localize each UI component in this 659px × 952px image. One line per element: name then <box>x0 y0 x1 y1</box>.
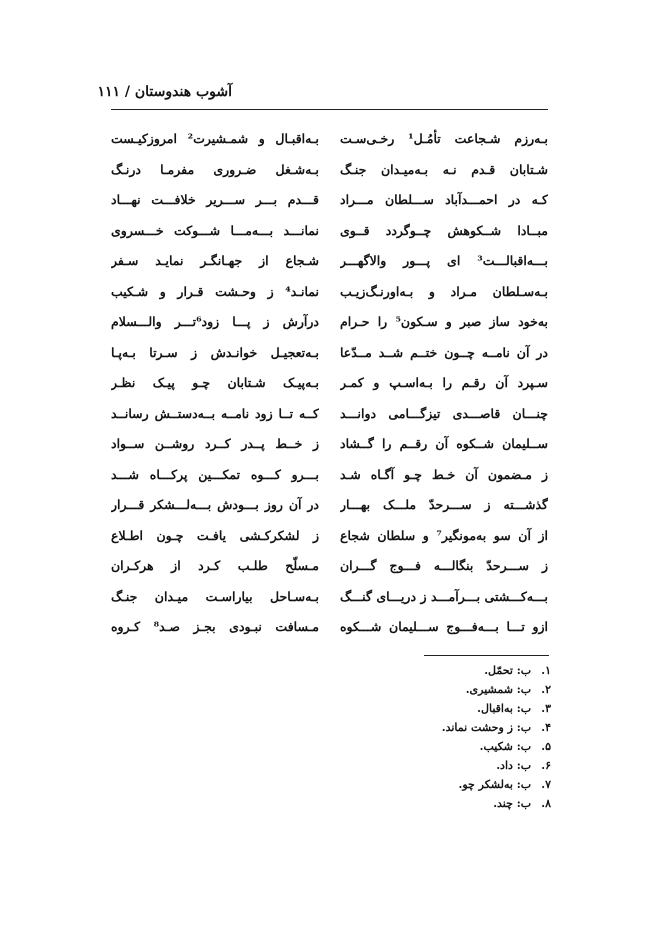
footnote <box>291 680 551 699</box>
hemistich-left: ز خــط پــدر کــرد روشــن ســواد <box>111 436 319 451</box>
footnote-text: ب: تحمّل. <box>484 664 532 677</box>
footnote-number: ۶. <box>541 759 551 772</box>
hemistich-left: بـه‌اقبـال و شمـشیرت² امروزکیـست <box>111 131 319 146</box>
hemistich-left: نمانـد⁴ ز وحـشت قـرار و شـکیب <box>111 283 319 299</box>
footnote-text: ب: شمشیری. <box>465 683 532 696</box>
hemistich-left: کــه تــا زود نامــه بــه‌دستــش رسانــد <box>111 405 319 421</box>
footnote <box>291 699 551 718</box>
footnote-separator <box>424 655 549 656</box>
hemistich-left: بـه‌سـاحل بیاراسـت میـدان جنـگ <box>111 588 319 604</box>
running-head: آشوب هندوستان / ۱۱۱ <box>97 84 232 100</box>
hemistich-right: مبــادا شــکوهش چــوگردد قــوی <box>340 222 548 238</box>
footnote-text: ب: به‌لشکر چو. <box>458 778 532 791</box>
hemistich-right: شـتابان قـدم نـه بـه‌میـدان جنـگ <box>340 161 548 177</box>
hemistich-left: ز لشکرکـشی یافـت چـون اطـلاع <box>111 527 319 543</box>
hemistich-right: ز مـضمون آن خـط چـو آگـاه شـد <box>340 466 548 482</box>
footnote-number: ۵. <box>541 740 551 753</box>
footnote-text: ب: شکیب. <box>479 740 532 753</box>
footnote <box>291 794 551 813</box>
footnote <box>291 775 551 794</box>
hemistich-left: مـسافت نبـودی بجـز صـد⁸ کـروه <box>111 619 319 634</box>
hemistich-left: شـجاع از جهـانگـر نمایـد سـفر <box>111 253 319 268</box>
left-verse-column <box>111 124 319 643</box>
footnotes <box>291 661 551 813</box>
hemistich-right: گذشـــته ز ســـرحدّ ملـــک بهـــار <box>340 497 548 512</box>
footnote <box>291 661 551 680</box>
header-rule <box>111 109 548 110</box>
hemistich-right: کـه در احمـــدآباد ســـلطان مـــراد <box>340 192 548 207</box>
footnote-number: ۳. <box>541 702 551 715</box>
right-verse-column <box>340 124 548 643</box>
hemistich-right: سـپرد آن رقـم را بـه‌اسـپ و کمـر <box>340 375 548 390</box>
footnote <box>291 756 551 775</box>
hemistich-left: قـــدم بـــر ســـریر خلافـــت نهـــاد <box>111 192 319 207</box>
hemistich-right: ســلیمان شــکوه آن رقــم را گــشاد <box>340 436 548 451</box>
footnote-text: ب: به‌اقبال. <box>477 702 532 715</box>
footnote-number: ۲. <box>541 683 551 696</box>
hemistich-right: در آن نامــه چــون ختــم شــد مــدّعا <box>340 344 548 360</box>
hemistich-right: بـه‌رزم شـجاعت تأمُـل¹ رخـی‌سـت <box>340 131 548 146</box>
hemistich-right: بـه‌سـلطان مـراد و بـه‌اورنـگ‌زیـب <box>340 283 548 299</box>
footnote-text: ب: ز وحشت نماند. <box>441 721 532 734</box>
footnote-text: ب: چند. <box>493 797 532 810</box>
hemistich-left: نمانـــد بـــه‌مـــا شـــوکت خـــسروی <box>111 222 319 238</box>
footnote <box>291 737 551 756</box>
hemistich-right: ازو تـــا بـــه‌فـــوج ســـلیمان شـــکوه <box>340 619 548 634</box>
hemistich-right: بـــه‌اقبالـــت³ ای پـــور والاگهـــر <box>340 253 548 268</box>
footnote-number: ۴. <box>541 721 551 734</box>
hemistich-left: مـسلّح طلـب کـرد از هرکـران <box>111 558 319 573</box>
hemistich-right: به‌خود ساز صبر و سـکون⁵ را حـرام <box>340 314 548 329</box>
hemistich-right: بـــه‌کـــشتی بـــرآمـــد ز دریـــای گنـــگ <box>340 588 548 604</box>
hemistich-left: بـــرو کـــوه تمکـــین پرکـــاه شـــد <box>111 466 319 482</box>
hemistich-left: بـه‌تعجیـل خوانـدش ز سـرتا بـه‌پـا <box>111 344 319 360</box>
footnote <box>291 718 551 737</box>
hemistich-left: در آن روز بـــودش بـــه‌لـــشکر قـــرار <box>111 497 319 512</box>
footnote-number: ۱. <box>541 664 551 677</box>
hemistich-left: بـه‌شـغل ضـروری مفرمـا درنـگ <box>111 161 319 177</box>
footnote-number: ۸. <box>541 797 551 810</box>
hemistich-right: ز ســـرحدّ بنگالـــه فـــوج گـــران <box>340 558 548 573</box>
hemistich-right: از آن سو به‌مونگیر⁷ و سلطان شجاع <box>340 527 548 543</box>
hemistich-right: چنـــان قاصـــدی تیزگـــامی دوانـــد <box>340 405 548 421</box>
hemistich-left: بـه‌پیـک شـتابان چـو پیـک نظـر <box>111 375 319 390</box>
footnote-text: ب: داد. <box>496 759 532 772</box>
footnote-number: ۷. <box>541 778 551 791</box>
hemistich-left: درآرش ز پـــا زود⁶تـــر والـــسلام <box>111 314 319 329</box>
